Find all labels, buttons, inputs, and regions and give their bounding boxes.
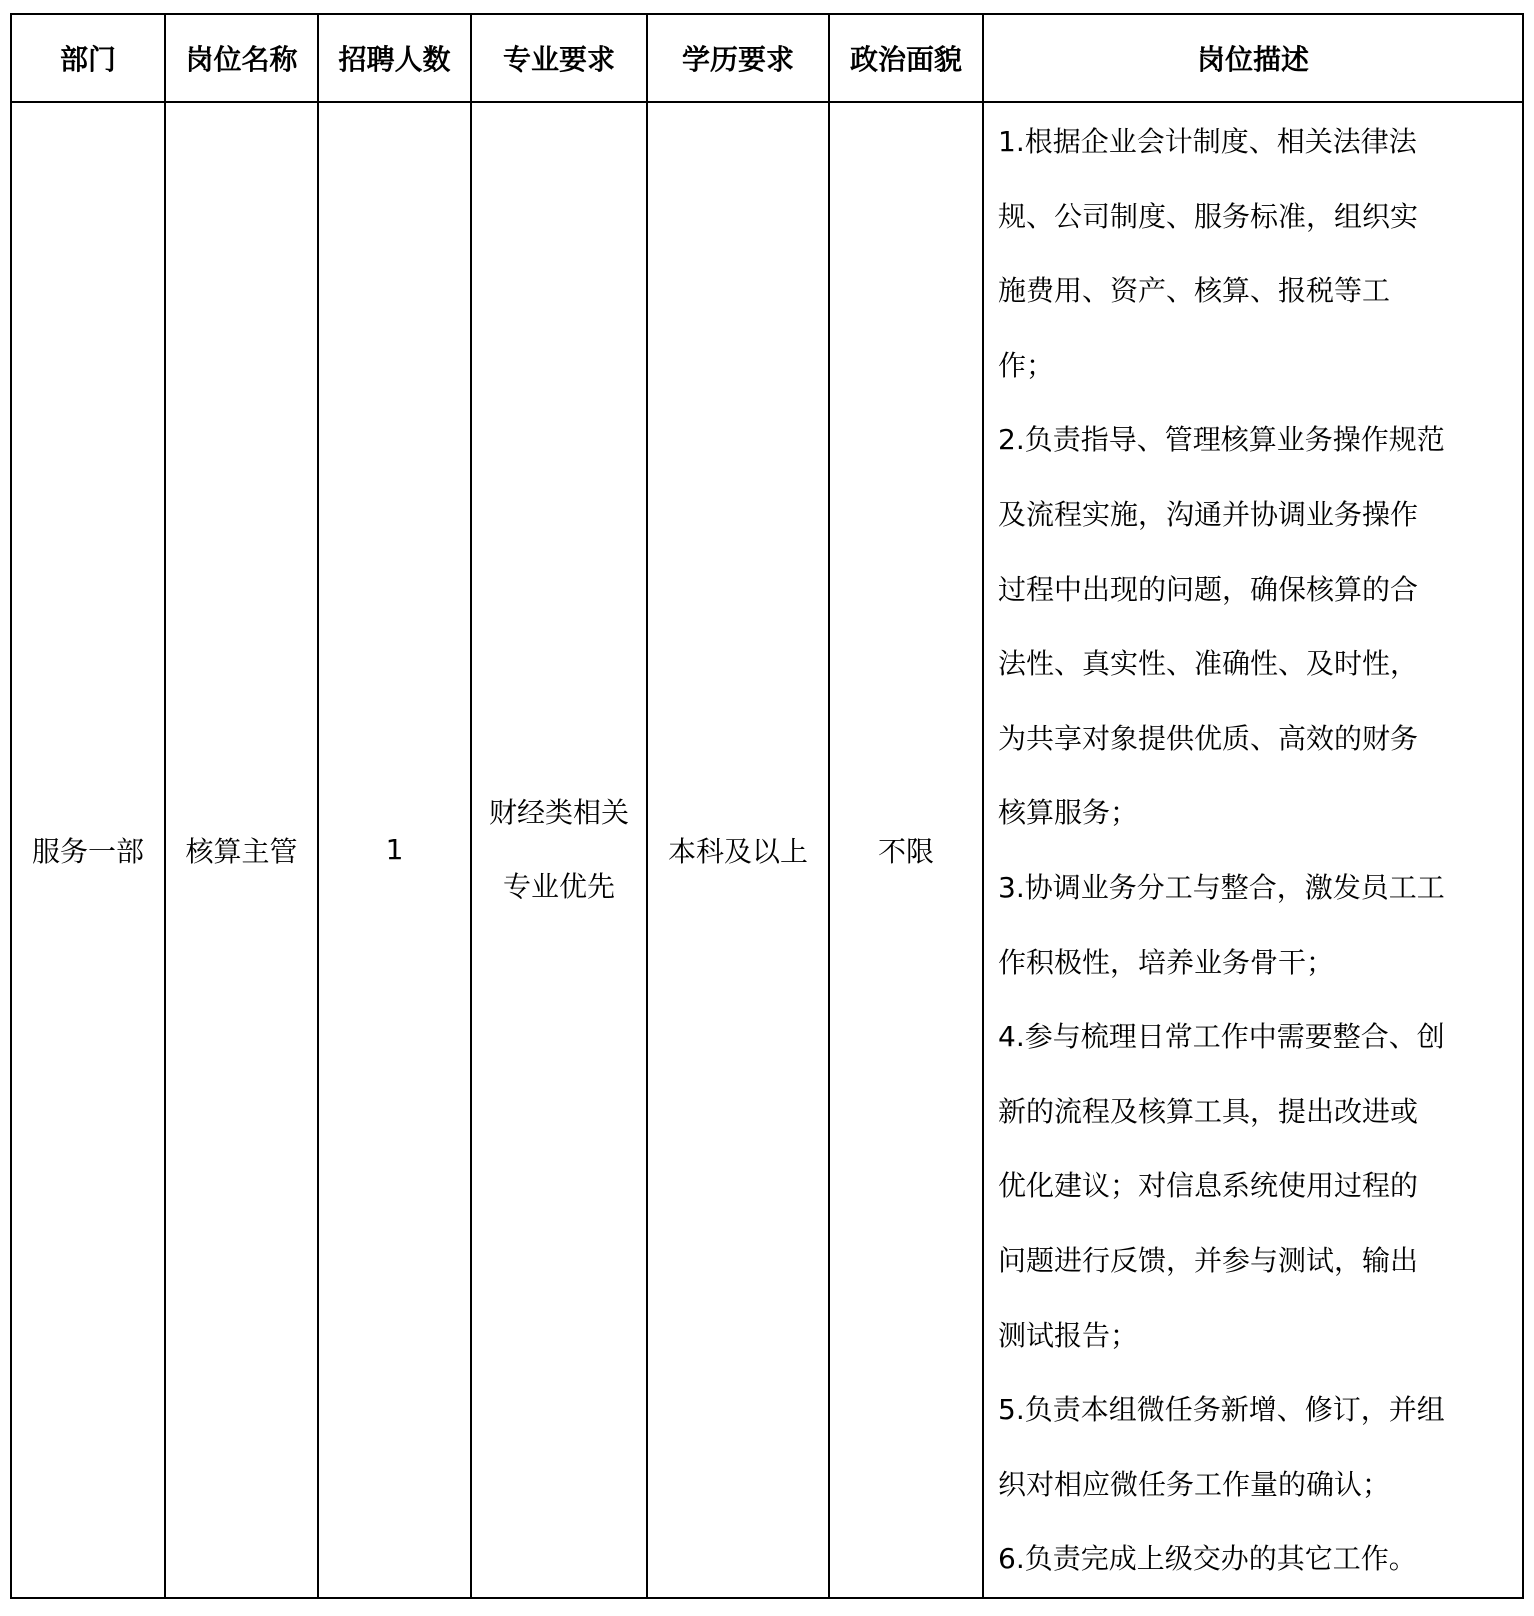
description-line: 5.负责本组微任务新增、修订，并组 bbox=[998, 1393, 1445, 1427]
table-row bbox=[11, 102, 1523, 1598]
header-political: 政治面貌 bbox=[829, 14, 983, 102]
description-line: 施费用、资产、核算、报税等工 bbox=[998, 274, 1391, 308]
cell-major bbox=[471, 102, 647, 1598]
description-line: 优化建议；对信息系统使用过程的 bbox=[998, 1169, 1419, 1203]
description-line: 1.根据企业会计制度、相关法律法 bbox=[998, 125, 1417, 158]
description-line: 4.参与梳理日常工作中需要整合、创 bbox=[998, 1020, 1445, 1054]
description-line: 作； bbox=[998, 348, 1055, 382]
description-line: 法性、真实性、准确性、及时性， bbox=[998, 647, 1419, 681]
description-line: 问题进行反馈，并参与测试，输出 bbox=[998, 1243, 1419, 1277]
header-department: 部门 bbox=[11, 14, 165, 102]
cell-position: 核算主管 bbox=[165, 102, 318, 1598]
description-line: 6.负责完成上级交办的其它工作。 bbox=[998, 1542, 1417, 1576]
header-major: 专业要求 bbox=[471, 14, 647, 102]
description-line: 核算服务； bbox=[998, 796, 1139, 830]
cell-education: 本科及以上 bbox=[647, 102, 829, 1598]
cell-count: 1 bbox=[318, 102, 471, 1598]
header-count: 招聘人数 bbox=[318, 14, 471, 102]
description-line: 规、公司制度、服务标准，组织实 bbox=[998, 199, 1419, 233]
cell-political: 不限 bbox=[829, 102, 983, 1598]
major-line: 专业优先 bbox=[502, 869, 615, 903]
description-line: 过程中出现的问题，确保核算的合 bbox=[998, 572, 1419, 606]
description-line: 测试报告； bbox=[998, 1318, 1139, 1352]
description-line: 2.负责指导、管理核算业务操作规范 bbox=[998, 423, 1445, 457]
header-row bbox=[11, 14, 1523, 102]
description-line: 3.协调业务分工与整合，激发员工工 bbox=[998, 870, 1445, 904]
header-description: 岗位描述 bbox=[983, 14, 1523, 102]
major-line: 财经类相关 bbox=[488, 795, 629, 829]
header-position: 岗位名称 bbox=[165, 14, 318, 102]
header-education: 学历要求 bbox=[647, 14, 829, 102]
description-line: 及流程实施，沟通并协调业务操作 bbox=[998, 497, 1419, 531]
description-line: 为共享对象提供优质、高效的财务 bbox=[998, 721, 1419, 755]
cell-description bbox=[983, 102, 1523, 1598]
description-line: 新的流程及核算工具，提出改进或 bbox=[998, 1094, 1419, 1128]
cell-department: 服务一部 bbox=[11, 102, 165, 1598]
description-line: 作积极性，培养业务骨干； bbox=[998, 945, 1335, 979]
recruitment-table bbox=[10, 13, 1524, 1599]
description-line: 织对相应微任务工作量的确认； bbox=[998, 1467, 1391, 1501]
